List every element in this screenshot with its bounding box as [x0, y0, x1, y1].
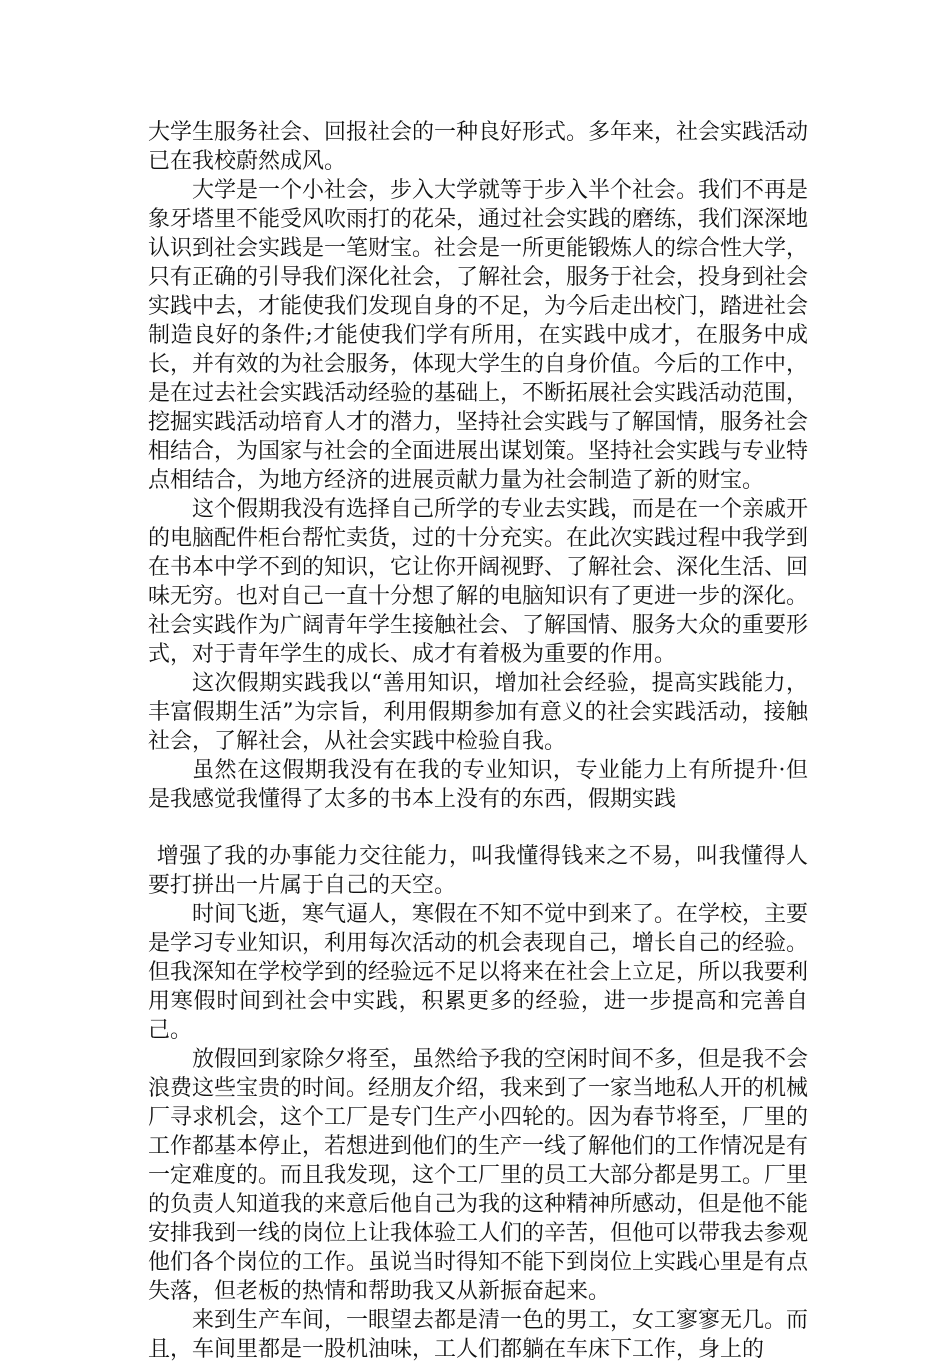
paragraph: 增强了我的办事能力交往能力，叫我懂得钱来之不易，叫我懂得人要打拼出一片属于自己的天空。	[148, 844, 808, 898]
document-page	[148, 118, 808, 1364]
paragraph: 大学生服务社会、回报社会的一种良好形式。多年来，社会实践活动已在我校蔚然成风。	[148, 120, 809, 174]
paragraph: 来到生产车间，一眼望去都是清一色的男工，女工寥寥无几。而且，车间里都是一股机油味，工人们都躺在车床下工作，身上的	[148, 1308, 809, 1362]
paragraph: 这个假期我没有选择自己所学的专业去实践，而是在一个亲戚开的电脑配件柜台帮忙卖货，过的十分充实。在此次实践过程中我学到在书本中学不到的知识，它让你开阔视野、了解社会、深化生活、回味无穷。也对自己一直十分想了解的电脑知识有了更进一步的深化。社会实践作为广阔青年学生接触社会、了解国情、服务大众的重要形式，对于青年学生的成长、成才有着极为重要的作用。	[148, 497, 809, 667]
paragraph: 放假回到家除夕将至，虽然给予我的空闲时间不多，但是我不会浪费这些宝贵的时间。经朋友介绍，我来到了一家当地私人开的机械厂寻求机会，这个工厂是专门生产小四轮的。因为春节将至，厂里的工作都基本停止，若想进到他们的生产一线了解他们的工作情况是有一定难度的。而且我发现，这个工厂里的员工大部分都是男工。厂里的负责人知道我的来意后他自己为我的这种精神所感动，但是他不能安排我到一线的岗位上让我体验工人们的辛苦，但他可以带我去参观他们各个岗位的工作。虽说当时得知不能下到岗位上实践心里是有点失落，但老板的热情和帮助我又从新振奋起来。	[148, 1047, 809, 1304]
paragraph: 这次假期实践我以“善用知识，增加社会经验，提高实践能力，丰富假期生活”为宗旨，利用假期参加有意义的社会实践活动，接触社会，了解社会，从社会实践中检验自我。	[148, 671, 808, 754]
paragraph: 时间飞逝，寒气逼人，寒假在不知不觉中到来了。在学校，主要是学习专业知识，利用每次活动的机会表现自己，增长自己的经验。但我深知在学校学到的经验远不足以将来在社会上立足，所以我要利用寒假时间到社会中实践，积累更多的经验，进一步提高和完善自己。	[148, 902, 809, 1043]
document-section-1	[148, 118, 808, 814]
document-section-2	[148, 842, 808, 1364]
paragraph: 大学是一个小社会，步入大学就等于步入半个社会。我们不再是象牙塔里不能受风吹雨打的花朵，通过社会实践的磨练，我们深深地认识到社会实践是一笔财宝。社会是一所更能锻炼人的综合性大学，只有正确的引导我们深化社会，了解社会，服务于社会，投身到社会实践中去，才能使我们发现自身的不足，为今后走出校门，踏进社会制造良好的条件;才能使我们学有所用，在实践中成才，在服务中成长，并有效的为社会服务，体现大学生的自身价值。今后的工作中，是在过去社会实践活动经验的基础上，不断拓展社会实践活动范围，挖掘实践活动培育人才的潜力，坚持社会实践与了解国情，服务社会相结合，为国家与社会的全面进展出谋划策。坚持社会实践与专业特点相结合，为地方经济的进展贡献力量为社会制造了新的财宝。	[148, 178, 809, 493]
paragraph: 虽然在这假期我没有在我的专业知识，专业能力上有所提升·但是我感觉我懂得了太多的书本上没有的东西，假期实践	[148, 758, 808, 812]
